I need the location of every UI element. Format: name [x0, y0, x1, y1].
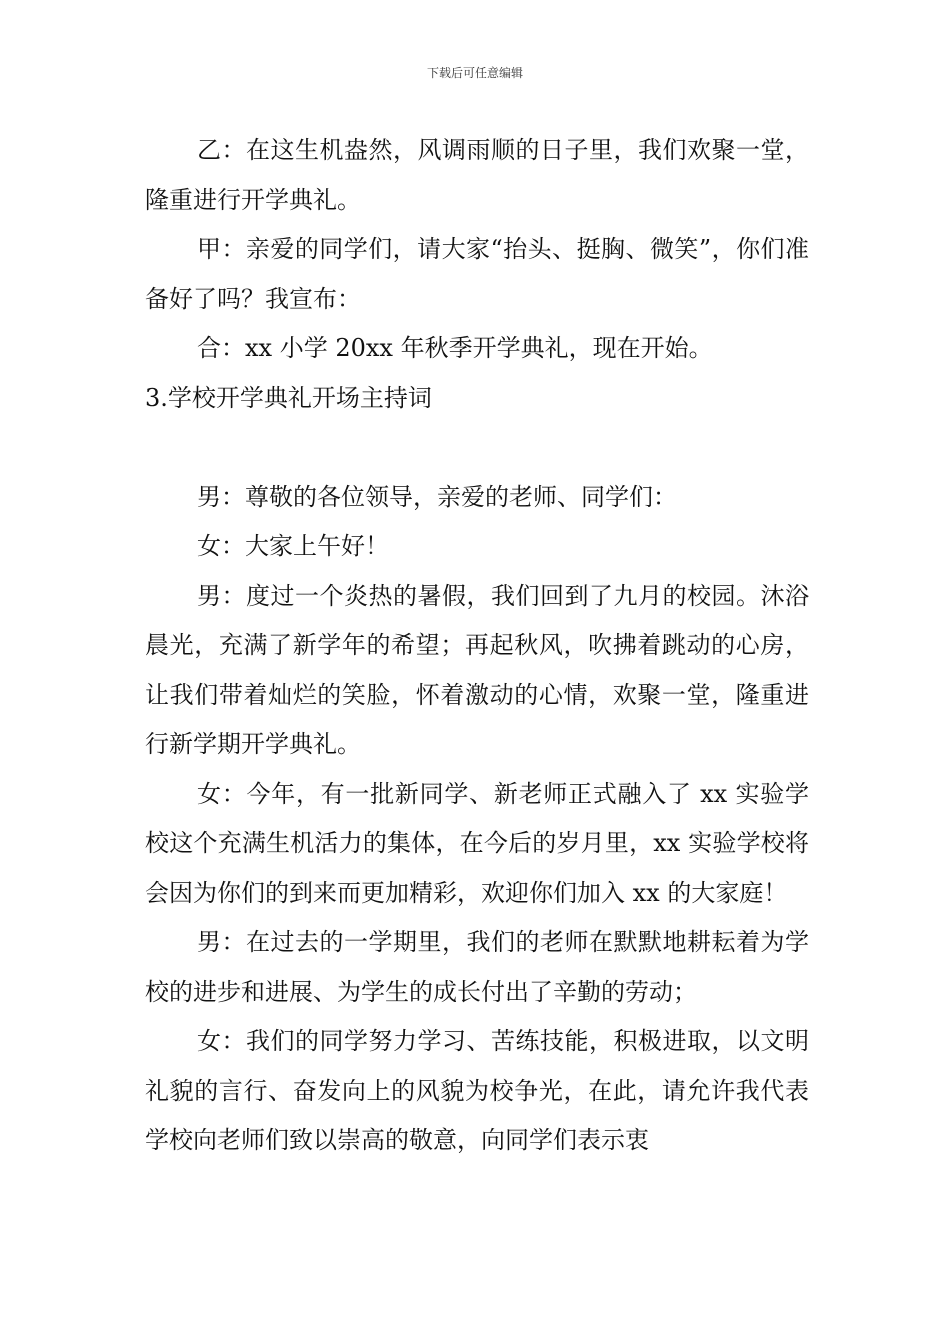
dialogue-paragraph: 女：我们的同学努力学习、苦练技能，积极进取，以文明礼貌的言行、奋发向上的风貌为校争光，在此，请允许我代表学校向老师们致以崇高的敬意，向同学们表示衷	[145, 1027, 809, 1154]
dialogue-paragraph: 男：度过一个炎热的暑假，我们回到了九月的校园。沐浴晨光，充满了新学年的希望；再起秋风，吹拂着跳动的心房，让我们带着灿烂的笑脸，怀着激动的心情，欢聚一堂，隆重进行新学期开学典礼。	[145, 581, 809, 758]
dialogue-paragraph: 合：xx 小学 20xx 年秋季开学典礼，现在开始。	[197, 334, 713, 362]
document-body	[145, 126, 809, 1166]
page-header-note: 下载后可任意编辑	[426, 66, 523, 80]
dialogue-paragraph: 乙：在这生机盎然，风调雨顺的日子里，我们欢聚一堂，隆重进行开学典礼。	[145, 136, 809, 214]
section-heading: 3.学校开学典礼开场主持词	[145, 383, 432, 412]
dialogue-paragraph: 男：在过去的一学期里，我们的老师在默默地耕耘着为学校的进步和进展、为学生的成长付出了辛勤的劳动；	[145, 928, 809, 1006]
dialogue-paragraph: 女：大家上午好！	[197, 532, 389, 560]
blank-line	[145, 423, 809, 473]
dialogue-paragraph: 男：尊敬的各位领导，亲爱的老师、同学们：	[197, 482, 677, 511]
dialogue-paragraph: 甲：亲爱的同学们，请大家“抬头、挺胸、微笑”，你们准备好了吗？我宣布：	[145, 235, 809, 313]
dialogue-paragraph: 女：今年，有一批新同学、新老师正式融入了 xx 实验学校这个充满生机活力的集体，在今后的岁月里，xx 实验学校将会因为你们的到来而更加精彩，欢迎你们加入 xx 的大家庭！	[145, 779, 809, 907]
